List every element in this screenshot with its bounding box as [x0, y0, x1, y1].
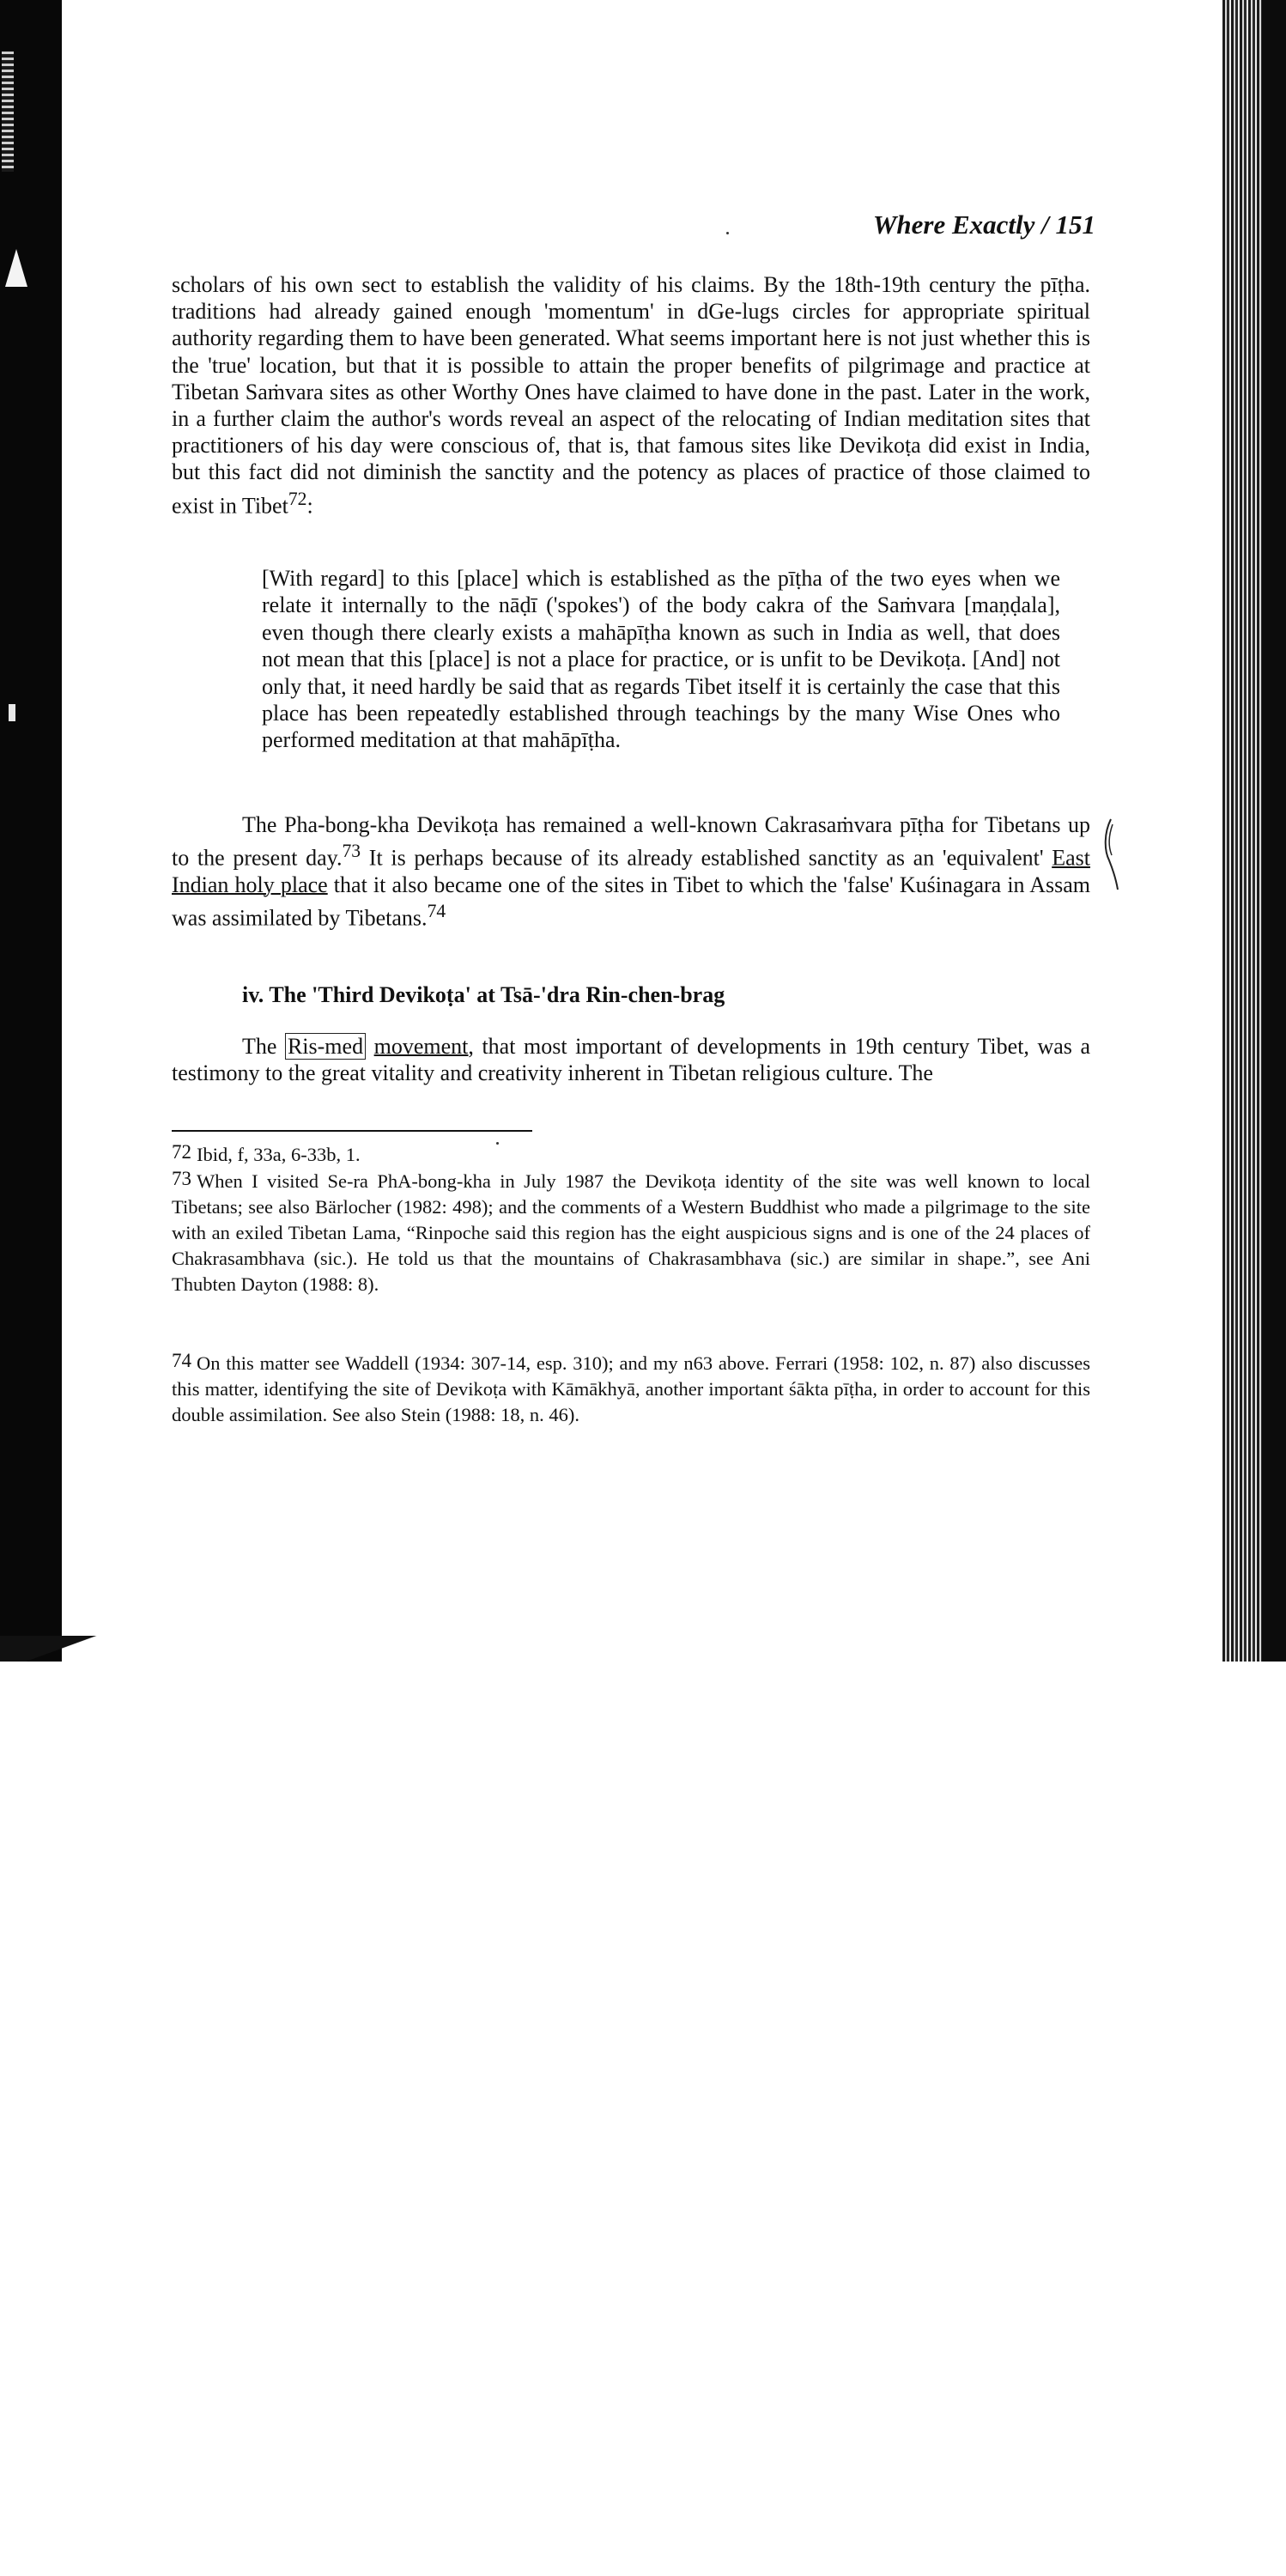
paragraph-3 [172, 1033, 1090, 1086]
paragraph-1-text: scholars of his own sect to establish the validity of his claims. By the 18th-19th century the pīṭha. traditions had already gained enough 'momentum' in dGe-lugs circles for appropriate spiritual authority regarding them to have been generated. What seems important here is not just whether this is the 'true' location, but that it is possible to attain the proper benefits of pilgrimage and practice at Tibetan Saṁvara sites as other Worthy Ones have claimed to have done in the past. Later in the work, in a further claim the author's words reveal an aspect of the relocating of Indian meditation sites that practitioners of his day were conscious of, that is, that famous sites like Devikoṭa did exist in India, but this fact did not diminish the sanctity and the potency as places of practice of those claimed to exist in Tibet [172, 272, 1090, 519]
block-quote: [With regard] to this [place] which is established as the pīṭha of the two eyes when we relate it internally to the nāḍī ('spokes') of the body cakra of the Saṁvara [maṇḍala], even though there clearly exists a mahāpīṭha known as such in India as well, that does not mean that this [place] is not a place for practice, or is unfit to be Devikoṭa. [And] not only that, it need hardly be said that as regards Tibet itself it is certainly the case that this place has been repeatedly established through teachings by the many Wise Ones who performed meditation at that mahāpīṭha. [262, 566, 1060, 753]
running-head: Where Exactly / 151 [872, 210, 1095, 240]
paragraph-3-rest: that most important of developments in 19th century Tibet, was a testimony to the great vitality and creativity inherent in Tibetan religious culture. The [172, 1034, 1090, 1086]
paragraph-3-lead: The [242, 1034, 285, 1059]
paragraph-2-part-a: The Pha-bong-kha Devikoṭa has remained a well-known Cakrasaṁvara pīṭha for Tibetans up to the present day. [172, 812, 1090, 871]
note-ref-73: 73 [342, 841, 361, 862]
handwritten-underline: East Indian holy place [172, 845, 1090, 898]
paragraph-2-part-b: It is perhaps because of its already established sanctity as an 'equivalent' [361, 845, 1052, 871]
margin-pen-mark [1101, 816, 1119, 893]
footnote-text: When I visited Se-ra PhA-bong-kha in July 1987 the Devikoṭa identity of the site was well known to local Tibetans; see also Bärlocher (1982: 498); and the comments of a Western Buddhist who made a pilgrimage to the site with an exiled Tibetan Lama, “Rinpoche said this region has the eight auspicious signs and is one of the 24 places of Chakrasambhava (sic.). He told us that the mountains of Chakrasambhava (sic.) are similar in shape.”, see Ani Thubten Dayton (1988: 8). [172, 1170, 1090, 1295]
paragraph-1-end: : [306, 493, 313, 519]
footnote-number: 74 [172, 1350, 191, 1371]
note-ref-72: 72 [288, 488, 307, 509]
scan-speck [726, 232, 729, 234]
left-edge-artifact [2, 52, 14, 172]
footnote-72 [172, 1139, 1090, 1168]
footnote-text: On this matter see Waddell (1934: 307-14, esp. 310); and my n63 above. Ferrari (1958: 102, n. 87) also discusses this matter, identifying the site of Devikoṭa with Kāmākhyā, another important śākta pīṭha, in order to account for this double assimilation. See also Stein (1988: 18, n. 46). [172, 1352, 1090, 1425]
right-scan-edge-dark [1262, 0, 1286, 1662]
footnote-73 [172, 1166, 1090, 1297]
left-edge-mark-small [9, 704, 15, 721]
paragraph-2 [172, 811, 1090, 932]
paragraph-1 [172, 271, 1090, 519]
footnote-number: 72 [172, 1141, 191, 1163]
footnote-text: Ibid, f, 33a, 6-33b, 1. [197, 1144, 361, 1165]
footnote-rule [172, 1130, 532, 1132]
section-heading: iv. The 'Third Devikoṭa' at Tsā-'dra Rin-chen-brag [242, 982, 725, 1007]
paragraph-2-part-c: that it also became one of the sites in Tibet to which the 'false' Kuśinagara in Assam was assimilated by Tibetans. [172, 872, 1090, 931]
handwritten-box: Ris-med [285, 1033, 366, 1060]
footnote-number: 73 [172, 1168, 191, 1189]
footnote-74 [172, 1348, 1090, 1428]
left-edge-foot [0, 1636, 103, 1662]
scan-speck [496, 1142, 499, 1145]
left-scan-edge [0, 0, 62, 1662]
note-ref-74: 74 [427, 901, 446, 922]
handwritten-underline-2: movement, [373, 1034, 474, 1059]
